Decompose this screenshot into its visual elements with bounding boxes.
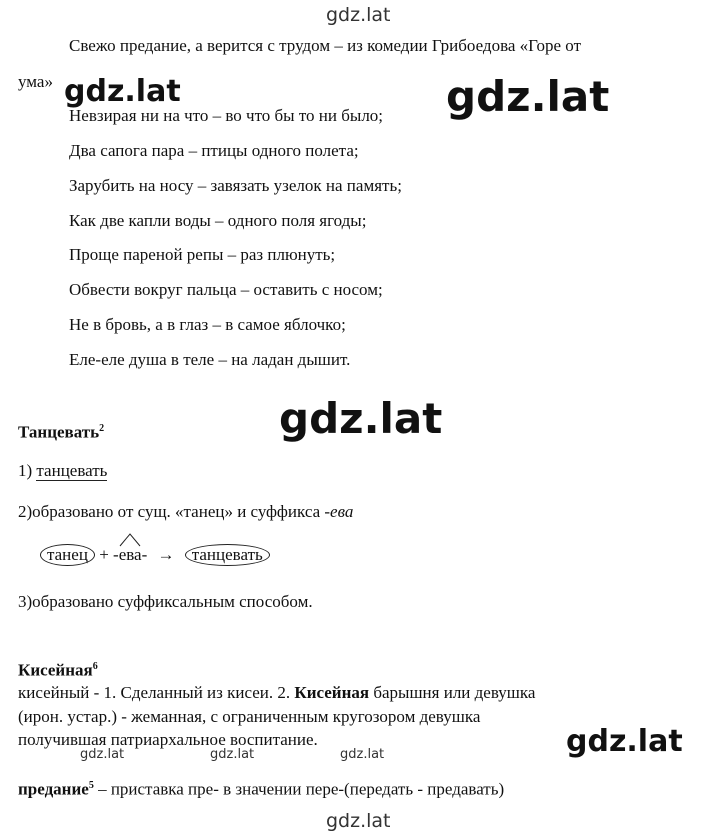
pair-8: Еле-еле душа в теле – на ладан дышит. <box>69 350 351 369</box>
pair-4: Как две капли воды – одного поля ягоды; <box>69 211 367 230</box>
intro-line-2: ума» <box>18 72 53 91</box>
pair-7: Не в бровь, а в глаз – в самое яблочко; <box>69 315 346 334</box>
watermark-left: gdz.lat <box>64 74 181 109</box>
kisey-heading: Кисейная$^6$ <box>18 660 98 680</box>
pair-3: Зарубить на носу – завязать узелок на память; <box>69 176 402 195</box>
pair-2: Два сапога пара – птицы одного полета; <box>69 141 359 160</box>
watermark-small-2: gdz.lat <box>210 747 255 762</box>
watermark-small-3: gdz.lat <box>340 747 385 762</box>
watermark-small-1: gdz.lat <box>80 747 125 762</box>
root-oval: танец <box>40 544 95 566</box>
suffix-mark: -ева- <box>113 545 147 565</box>
dance-heading: Танцевать$^2$ <box>18 422 105 442</box>
pair-6: Обвести вокруг пальца – оставить с носом; <box>69 280 383 299</box>
kisey-line-2: (ирон. устар.) - жеманная, с ограниченным кругозором девушка <box>18 707 481 726</box>
dance-step-2: 2)образовано от сущ. «танец» и суффикса -ева <box>18 502 354 521</box>
dance-step-1: 1) танцевать <box>18 461 108 480</box>
intro-line-1: Свежо предание, а верится с трудом – из комедии Грибоедова «Горе от <box>69 36 582 55</box>
pair-1: Невзирая ни на что – во что бы то ни было; <box>69 106 384 125</box>
arrow-icon: → <box>157 545 175 564</box>
kisey-line-3: получившая патриархальное воспитание. <box>18 730 318 749</box>
morpheme-scheme: танец + -ева- → танцевать <box>40 544 270 566</box>
dance-step-3: 3)образовано суффиксальным способом. <box>18 592 313 611</box>
watermark-bottom-right: gdz.lat <box>566 724 683 759</box>
watermark-footer: gdz.lat <box>326 810 391 832</box>
kisey-line-1: кисейный - 1. Сделанный из кисеи. 2. Кисейная барышня или девушка <box>18 683 536 702</box>
predanie-line: предание$^5$ – приставка пре- в значении пере-(передать - предавать) <box>18 779 505 799</box>
watermark-top: gdz.lat <box>326 4 391 26</box>
watermark-right: gdz.lat <box>446 72 610 121</box>
pair-5: Проще пареной репы – раз плюнуть; <box>69 245 336 264</box>
suffix-caret-icon <box>119 533 141 547</box>
result-oval: танцевать <box>185 544 270 566</box>
watermark-center: gdz.lat <box>279 394 443 443</box>
